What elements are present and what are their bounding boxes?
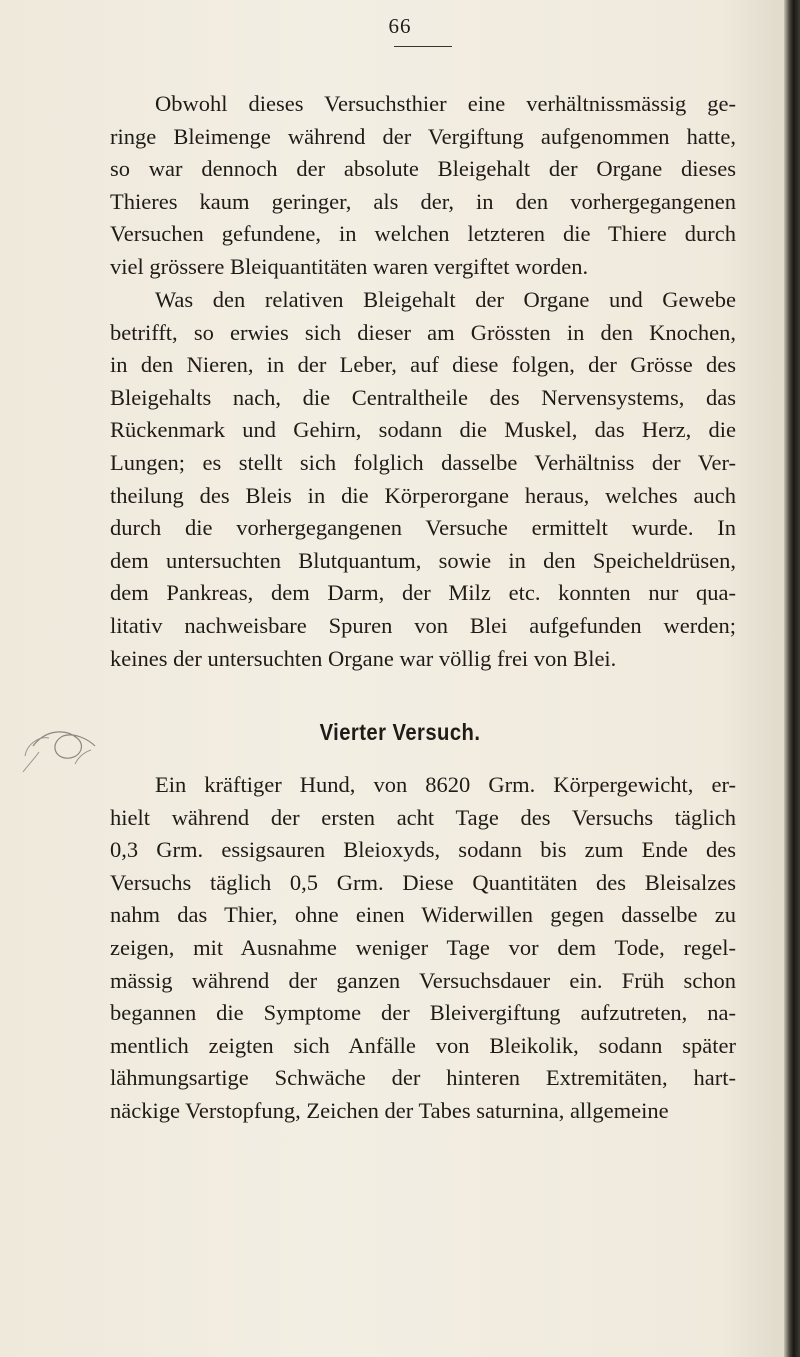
text-line: dem untersuchten Blutquantum, sowie in den Speicheldrüsen, (110, 547, 736, 573)
paragraph-2 (110, 284, 736, 675)
text-line: nahm das Thier, ohne einen Widerwillen gegen dasselbe zu (110, 902, 736, 928)
text-line: in den Nieren, in der Leber, auf diese folgen, der Grösse des (110, 352, 736, 378)
page-number: 66 (388, 14, 412, 38)
text-line: Was den relativen Bleigehalt der Organe und Gewebe (155, 287, 736, 312)
paragraph-1 (110, 88, 736, 284)
text-line: näckige Verstopfung, Zeichen der Tabes saturnina, allgemeine (110, 1097, 669, 1123)
text-line: Versuchs täglich 0,5 Grm. Diese Quantitäten des Bleisalzes (110, 869, 736, 895)
text-line: Versuchen gefundene, in welchen letzteren die Thiere durch (110, 221, 736, 247)
paragraph-3 (110, 769, 736, 1128)
text-line: betrifft, so erwies sich dieser am Grössten in den Knochen, (110, 319, 736, 345)
text-line: durch die vorhergegangenen Versuche ermittelt wurde. In (110, 515, 736, 541)
text-line: keines der untersuchten Organe war völlig frei von Blei. (110, 645, 617, 671)
text-line: litativ nachweisbare Spuren von Blei aufgefunden werden; (110, 612, 736, 638)
text-line: viel grössere Bleiquantitäten waren vergiftet worden. (110, 253, 589, 279)
text-line: so war dennoch der absolute Bleigehalt der Organe dieses (110, 156, 736, 182)
text-line: ringe Bleimenge während der Vergiftung aufgenommen hatte, (110, 123, 736, 149)
section-heading: Vierter Versuch. (319, 719, 481, 745)
text-line: Ein kräftiger Hund, von 8620 Grm. Körpergewicht, er- (155, 772, 736, 797)
text-line: dem Pankreas, dem Darm, der Milz etc. konnten nur qua- (110, 580, 736, 606)
text-line: Obwohl dieses Versuchsthier eine verhältnissmässig ge- (155, 91, 736, 116)
text-line: begannen die Symptome der Bleivergiftung aufzutreten, na- (110, 1000, 736, 1026)
text-line: Bleigehalts nach, die Centraltheile des Nervensystems, das (110, 384, 736, 410)
text-line: hielt während der ersten acht Tage des Versuchs täglich (110, 804, 736, 830)
text-line: lähmungsartige Schwäche der hinteren Extremitäten, hart- (110, 1065, 736, 1091)
text-line: Rückenmark und Gehirn, sodann die Muskel, das Herz, die (110, 417, 736, 443)
text-line: Thieres kaum geringer, als der, in den vorhergegangenen (110, 188, 736, 214)
text-line: Lungen; es stellt sich folglich dasselbe Verhältniss der Ver- (110, 449, 736, 475)
text-line: theilung des Bleis in die Körperorgane heraus, welches auch (110, 482, 736, 508)
text-line: mässig während der ganzen Versuchsdauer ein. Früh schon (110, 967, 736, 993)
page-edge-shadow (784, 0, 800, 1357)
page-number-rule (394, 46, 452, 47)
text-line: 0,3 Grm. essigsauren Bleioxyds, sodann bis zum Ende des (110, 837, 736, 863)
text-line: mentlich zeigten sich Anfälle von Bleikolik, sodann später (110, 1032, 736, 1058)
text-line: zeigen, mit Ausnahme weniger Tage vor dem Tode, regel- (110, 934, 736, 960)
